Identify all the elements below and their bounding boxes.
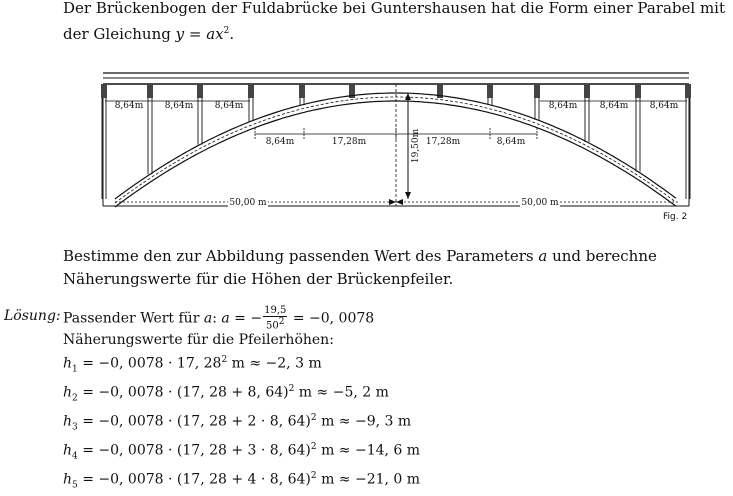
pier-11-cap [635,84,641,98]
height-line-4 [63,438,420,467]
height-expr: = −0, 0078 · (17, 28 + 3 · 8, 64) [77,442,311,459]
solution-a-eq: = − [229,310,263,327]
inner-label-3: 17,28m [425,137,461,147]
task-text-1: Bestimme den zur Abbildung passenden Wert des Parameters [63,247,539,265]
figure-caption: Fig. 2 [663,212,688,222]
pier-2-cap [147,84,153,98]
pier-8-cap [487,84,493,98]
fraction-numerator: 19,5 [264,305,287,316]
solution-a-colon: : [212,310,222,327]
task-paragraph [63,245,728,291]
height-sub: 4 [72,451,78,462]
height-sub: 1 [72,364,78,375]
pier-12-cap [685,84,691,98]
pier-9-cap [534,84,540,98]
right-span-label: 50,00 m [521,198,559,208]
solution-a-var: a [203,310,213,327]
height-arrow-bottom [405,192,411,199]
left-span-arrow [389,199,396,205]
solution-a-result: = −0, 0078 [288,310,375,327]
solution-fraction [263,306,287,331]
height-result: m ≈ −5, 2 m [294,384,389,401]
intro-end: . [229,25,235,43]
height-exp: 2 [288,383,295,394]
height-var: h [63,355,73,372]
height-arrow-top [405,93,411,100]
height-sub: 3 [72,422,78,433]
fraction-den-exp: 2 [278,317,285,327]
top-label-r3: 8,64m [649,101,679,111]
solution-label: Lösung: [4,308,61,324]
height-var: h [63,442,73,459]
height-label: 19,50m [411,128,421,164]
top-segment-labels [115,101,679,111]
pier-3-cap [197,84,203,98]
top-label-r2: 8,64m [599,101,629,111]
height-line-1 [63,351,420,380]
height-sub: 5 [72,480,78,491]
height-exp: 2 [310,412,317,423]
pier-5-cap [299,84,305,98]
height-exp: 2 [310,470,317,481]
height-result: m ≈ −21, 0 m [316,471,421,488]
top-label-l3: 8,64m [214,101,244,111]
solution-line-a [63,306,420,331]
height-result: m ≈ −14, 6 m [316,442,421,459]
task-text-2: und berechne Näherungswerte für die Höhen der Brückenpfeiler. [63,247,657,288]
pier-4-cap [248,84,254,98]
height-expr: = −0, 0078 · (17, 28 + 4 · 8, 64) [77,471,311,488]
intro-equation-exponent: 2 [223,26,230,36]
arch-curve-1 [115,93,676,199]
fraction-denominator [263,317,287,331]
pier-10-cap [584,84,590,98]
heights-list [63,351,420,496]
pier-1-cap [101,84,107,98]
height-line-5 [63,467,420,496]
intro-equation: y = ax [175,25,224,43]
intro-text: Der Brückenbogen der Fuldabrücke bei Guntershausen hat die Form einer Parabel mit der Gleichung [63,0,725,43]
top-label-l2: 8,64m [164,101,194,111]
top-label-l1: 8,64m [114,101,144,111]
height-exp: 2 [310,441,317,452]
height-var: h [63,384,73,401]
inner-label-1: 8,64m [265,137,295,147]
height-var: h [63,413,73,430]
solution-heights-intro: Näherungswerte für die Pfeilerhöhen: [63,332,334,349]
height-result: m ≈ −9, 3 m [316,413,412,430]
height-var: h [63,471,73,488]
solution-block [63,306,420,496]
inner-label-4: 8,64m [496,137,526,147]
height-sub: 2 [72,393,78,404]
height-result: m ≈ −2, 3 m [227,355,322,372]
fraction-den-base: 50 [266,320,279,332]
top-label-r1: 8,64m [548,101,578,111]
height-expr: = −0, 0078 · (17, 28 + 8, 64) [77,384,289,401]
arch [115,93,676,207]
arch-curve-2 [115,97,676,203]
inner-label-2: 17,28m [331,137,367,147]
height-line-2 [63,380,420,409]
right-span-arrow [396,199,403,205]
arch-curve-3 [115,101,676,207]
height-expr: = −0, 0078 · 17, 28 [77,355,222,372]
left-span-label: 50,00 m [229,198,267,208]
task-param: a [538,247,548,265]
height-exp: 2 [221,354,228,365]
height-expr: = −0, 0078 · (17, 28 + 2 · 8, 64) [77,413,311,430]
solution-a-prefix: Passender Wert für [63,310,204,327]
solution-a-lhs: a [221,310,230,327]
height-line-3 [63,409,420,438]
